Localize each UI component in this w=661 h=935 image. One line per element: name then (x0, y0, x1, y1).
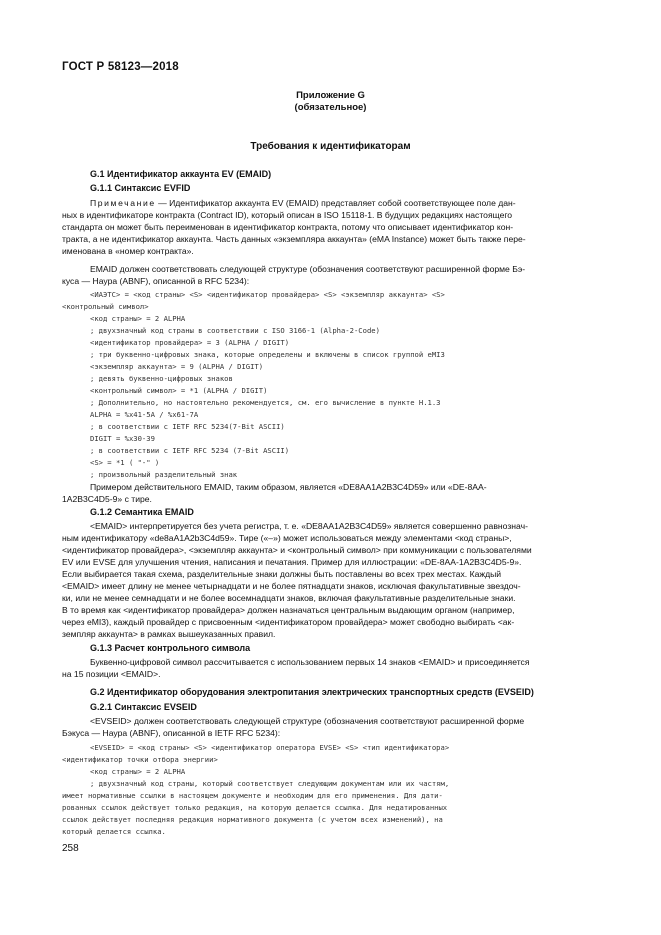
semantics-line: В то время как <идентификатор провайдера> должен назначаться центральным выдающим органом (например, (62, 605, 515, 615)
code-line: ALPHA = %x41-5A / %x61-7A (90, 410, 199, 419)
code-line: который делается ссылка. (62, 827, 166, 836)
example-line-1: Примером действительного EMAID, таким образом, является «DE8AA1A2B3C4D59» или «DE-8AA- (90, 482, 487, 492)
emaid-structure-line-2: куса — Наура (ABNF), описанной в RFC 5234): (62, 276, 250, 286)
g2-syntax-heading: G.2.1 Синтаксис EVSEID (90, 702, 197, 712)
code-line: ссылок действует последняя редакция нормативного документа (с учетом всех изменений), на (62, 815, 443, 824)
note-line-5: именована в «номер контракта». (62, 246, 194, 256)
code-line: <экземпляр аккаунта> = 9 (ALPHA / DIGIT) (90, 362, 264, 371)
semantics-line: EV или EVSE для улучшения чтения, написания и печатания. Пример для иллюстрации: «DE-8AA-1A2B3C4D5-9». (62, 557, 522, 567)
g1-syntax-heading: G.1.1 Синтаксис EVFID (90, 183, 191, 193)
code-line: ; двухзначный код страны, который соответствует следующим документам или их частям, (90, 779, 450, 788)
standard-header: ГОСТ Р 58123—2018 (62, 61, 179, 73)
emaid-structure-line-1: EMAID должен соответствовать следующей структуре (обозначения соответствуют расширенной форме Бэ- (90, 264, 526, 274)
code-line: <идентификатор точки отбора энергии> (62, 755, 218, 764)
note-line-3: стандарта он может быть переименован в идентификатор контракта, потому что описывает идентификатор кон- (62, 222, 514, 232)
semantics-line: <EMAID> имеет длину не менее четырнадцати и не более пятнадцати знаков, исключая факультативные звездоч- (62, 581, 521, 591)
semantics-line: <идентификатор провайдера>, <экземпляр аккаунта> и <контрольный символ> при коммуникации с пользователями (62, 545, 532, 555)
semantics-line: <EMAID> интерпретируется без учета регистра, т. е. «DE8AA1A2B3C4D59» является совершенно равнознач- (90, 521, 528, 531)
code-line: ; произвольный разделительный знак (90, 470, 238, 479)
g1-semantics-heading: G.1.2 Семантика EMAID (90, 507, 194, 517)
code-line: ; в соответствии с IETF RFC 5234(7-Bit ASCII) (90, 422, 285, 431)
semantics-line: ки, или не менее семнадцати и не более восемнадцати знаков, включая факультативные разделительные знаки. (62, 593, 516, 603)
code-line: <идентификатор провайдера> = 3 (ALPHA / DIGIT) (90, 338, 290, 347)
code-line: DIGIT = %x30-39 (90, 434, 155, 443)
g1-checksum-heading: G.1.3 Расчет контрольного символа (90, 643, 251, 653)
evseid-structure-line-2: Бэкуса — Наура (ABNF), описанной в IETF RFC 5234): (62, 728, 281, 738)
code-line: ; в соответствии с IETF RFC 5234 (7-Bit ASCII) (90, 446, 290, 455)
code-line: ; три буквенно-цифровых знака, которые определены и включены в список группой eMI3 (90, 350, 445, 359)
code-line: <код страны> = 2 ALPHA (90, 314, 186, 323)
g2-heading: G.2 Идентификатор оборудования электропитания электрических транспортных средств (EVSEID) (90, 687, 534, 697)
code-line: <контрольный символ> = *1 (ALPHA / DIGIT) (90, 386, 268, 395)
code-line: <EVSEID> = <код страны> <S> <идентификатор оператора EVSE> <S> <тип идентификатора> (90, 743, 450, 752)
page-number: 258 (62, 843, 79, 854)
code-line: ; Дополнительно, но настоятельно рекомендуется, см. его вычисление в пункте H.1.3 (90, 398, 441, 407)
code-line: <ИАЭТС> = <код страны> <S> <идентификатор провайдера> <S> <экземпляр аккаунта> <S> (90, 290, 445, 299)
semantics-line: земпляр аккаунта> в рамках вышеуказанных правил. (62, 629, 276, 639)
checksum-line-2: на 15 позиции <EMAID>. (62, 669, 161, 679)
code-line: ; двухзначный код страны в соответствии с ISO 3166-1 (Alpha-2-Code) (90, 326, 380, 335)
appendix-title: Приложение G (296, 90, 365, 101)
checksum-line-1: Буквенно-цифровой символ рассчитывается с использованием первых 14 знаков <EMAID> и присоединяется (90, 657, 530, 667)
code-line: <контрольный символ> (62, 302, 149, 311)
code-line: ; девять буквенно-цифровых знаков (90, 374, 233, 383)
code-line: имеет нормативные ссылки в настоящем документе и необходим для его применения. Для дати- (62, 791, 443, 800)
code-line: <код страны> = 2 ALPHA (90, 767, 186, 776)
code-line: рованных ссылок действует только редакция, на которую делается ссылка. Для недатированных (62, 803, 448, 812)
semantics-line: через eMI3), каждый провайдер с присвоенным <идентификатором провайдера> может свободно выбирать <ак- (62, 617, 515, 627)
appendix-subtitle: (обязательное) (294, 102, 367, 113)
note-line-1: Примечание — Идентификатор аккаунта EV (EMAID) представляет собой соответствующее поле дан- (90, 198, 516, 208)
note-line-4: тракта, а не идентификатор аккаунта. Часть данных «экземпляра аккаунта» (eMA Instance) может быть также пере- (62, 234, 526, 244)
g1-heading: G.1 Идентификатор аккаунта EV (EMAID) (90, 169, 272, 179)
note-line-2: ных в идентификаторе контракта (Contract ID), который описан в ISO 15118-1. В будущих редакциях настоящего (62, 210, 513, 220)
note-label: Примечание (90, 198, 156, 208)
code-line: <S> = *1 ( "-" ) (90, 458, 160, 467)
section-title: Требования к идентификаторам (250, 141, 411, 152)
semantics-line: Если выбирается такая схема, разделительные знаки должны быть поставлены во всех трех местах. Каждый (62, 569, 502, 579)
example-line-2: 1A2B3C4D5-9» с тире. (62, 494, 152, 504)
evseid-structure-line-1: <EVSEID> должен соответствовать следующей структуре (обозначения соответствуют расширенной форме (90, 716, 525, 726)
semantics-line: ным идентификатору «de8aA1A2b3C4d59». Тире («–») может использоваться между элементами <код страны>, (62, 533, 512, 543)
